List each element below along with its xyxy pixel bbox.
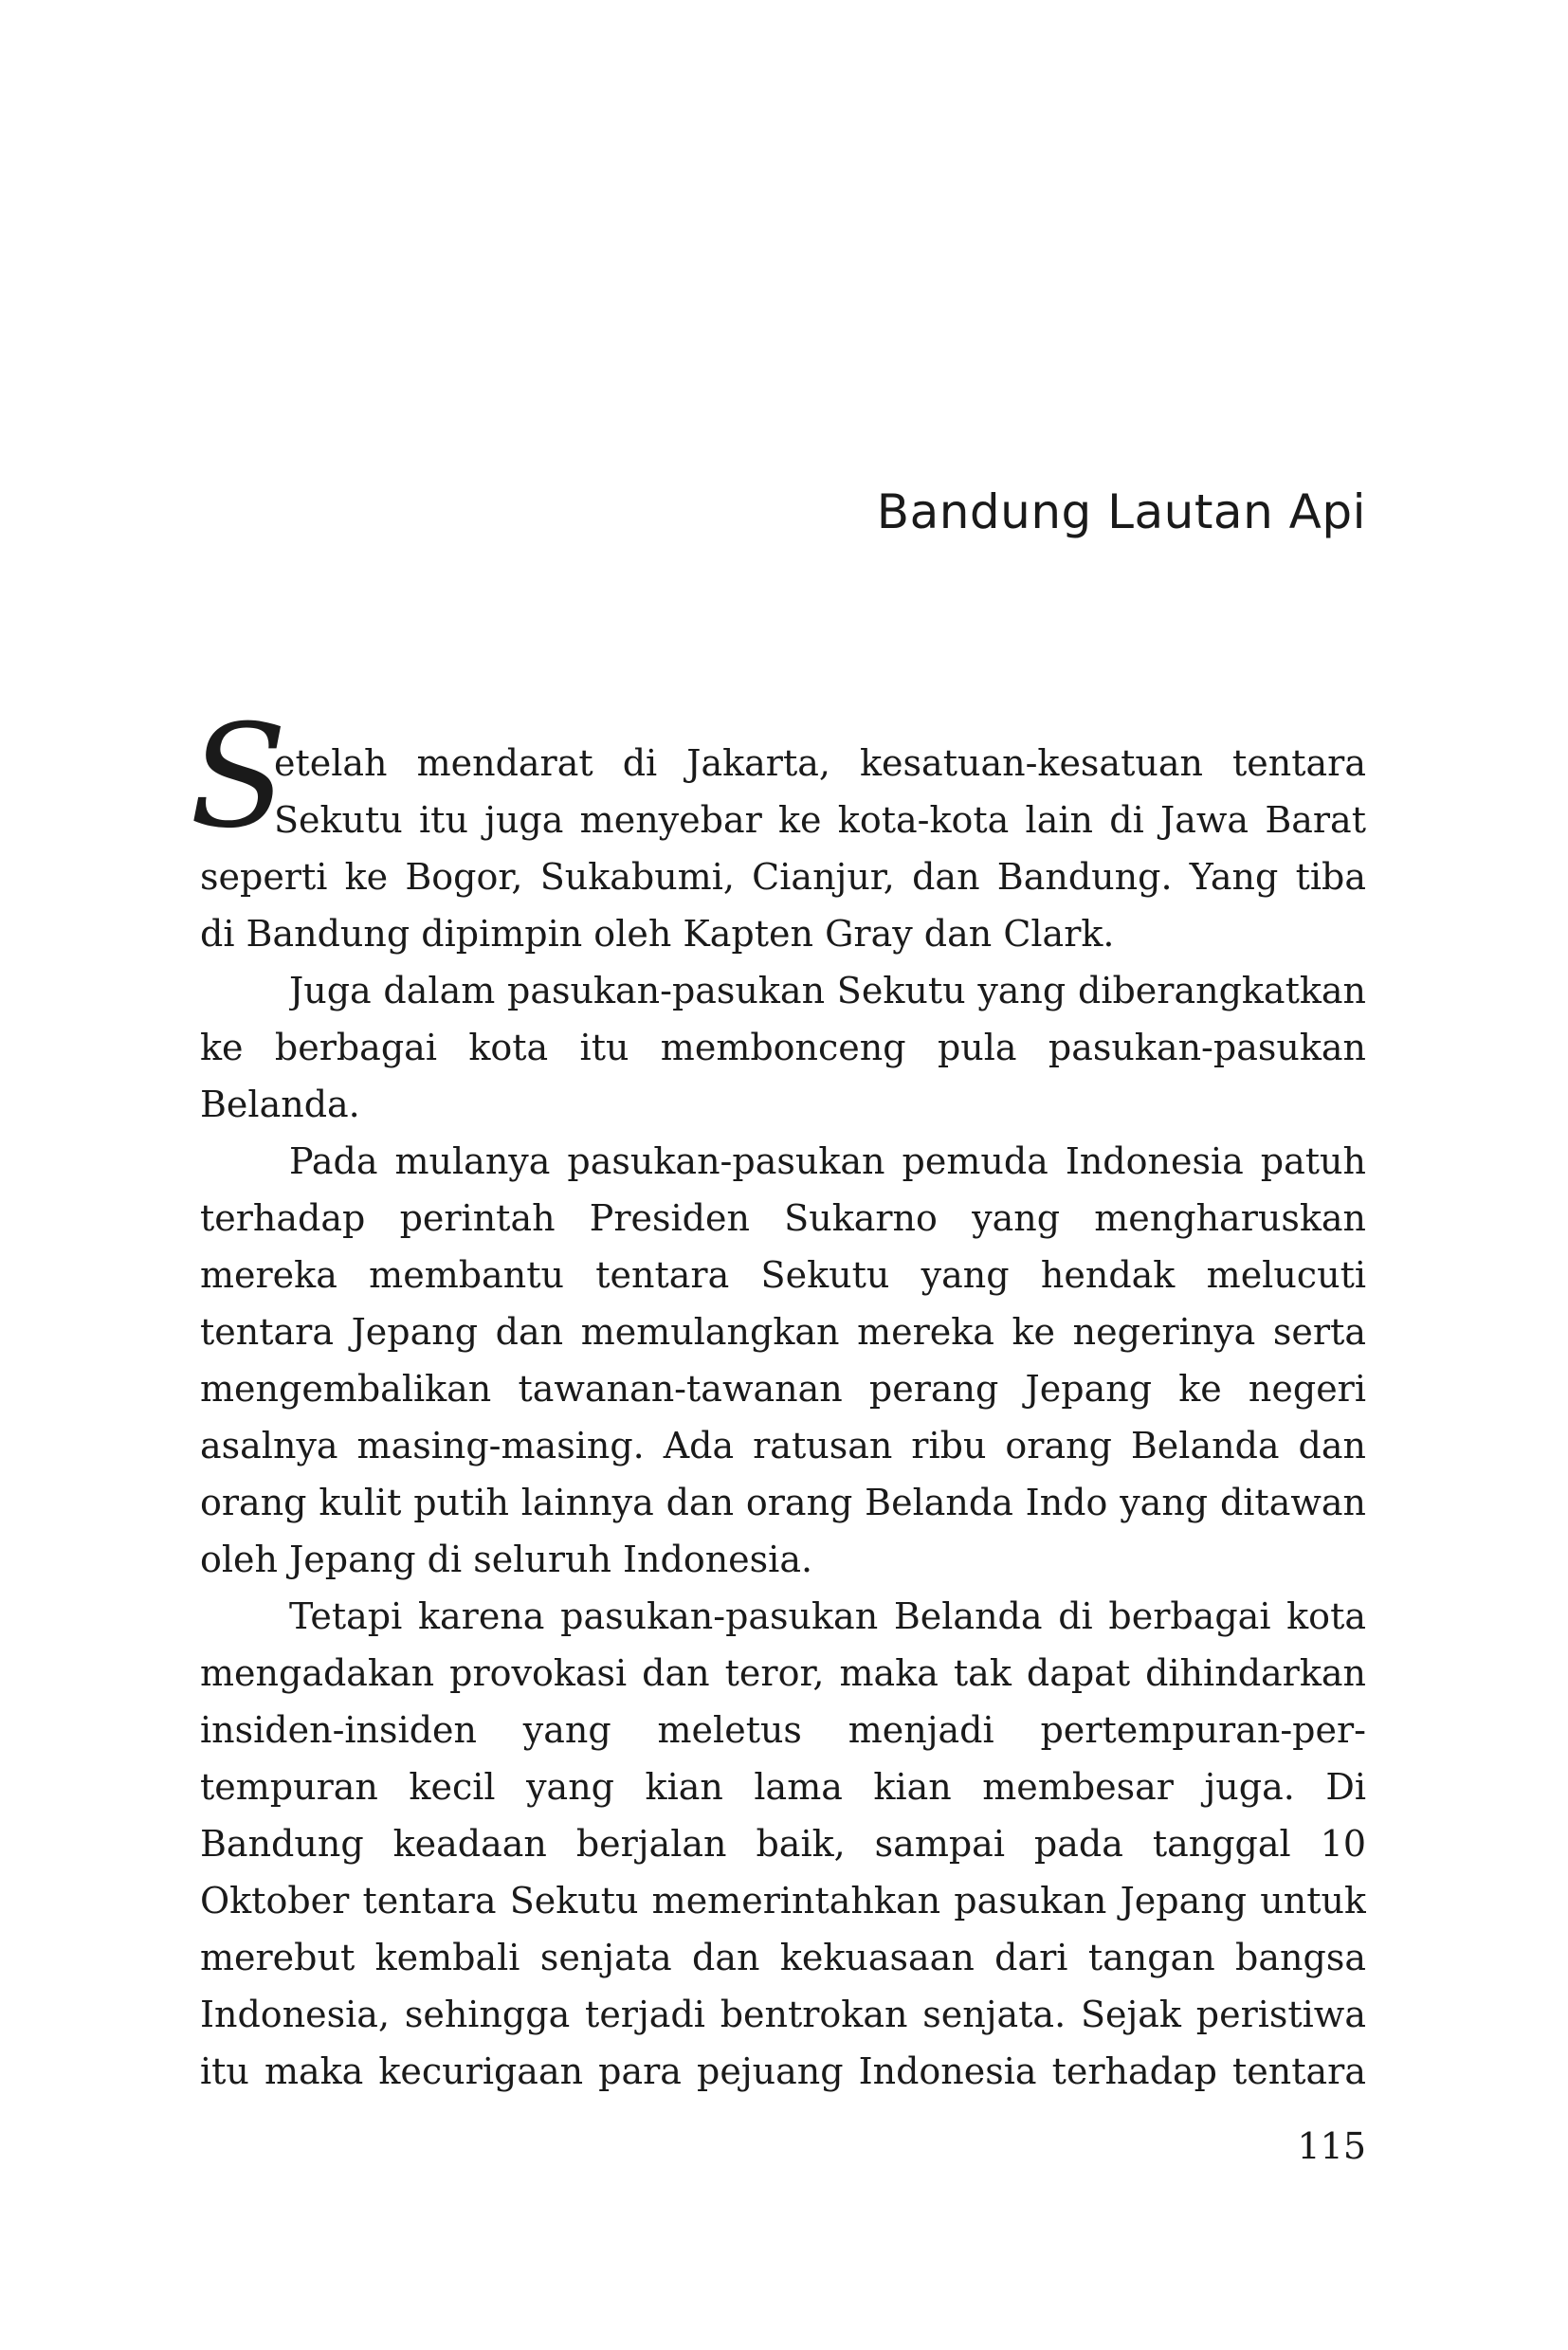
text-line: seperti ke Bogor, Sukabumi, Cianjur, dan Bandung. Yang tiba [200,856,1366,898]
text-line: mengadakan provokasi dan teror, maka tak dapat dihindarkan [200,1652,1366,1694]
text-line: tempuran kecil yang kian lama kian membesar juga. Di [200,1766,1366,1808]
text-line: mengembalikan tawanan-tawanan perang Jepang ke negeri [200,1368,1366,1410]
text-line: oleh Jepang di seluruh Indonesia. [200,1539,813,1580]
text-line: ke berbagai kota itu membonceng pula pasukan-pasukan [200,1027,1366,1068]
text-line: itu maka kecurigaan para pejuang Indonesia terhadap tentara [200,2050,1366,2092]
text-line: etelah mendarat di Jakarta, kesatuan-kesatuan tentara [274,742,1366,784]
text-line: insiden-insiden yang meletus menjadi pertempuran-per- [200,1709,1366,1751]
text-line: Belanda. [200,1084,360,1125]
text-line: terhadap perintah Presiden Sukarno yang mengharuskan [200,1197,1366,1239]
text-line: Sekutu itu juga menyebar ke kota-kota lain di Jawa Barat [274,799,1366,841]
text-line: Bandung keadaan berjalan baik, sampai pada tanggal 10 [200,1823,1366,1865]
text-line: Tetapi karena pasukan-pasukan Belanda di berbagai kota [289,1595,1366,1637]
text-line: merebut kembali senjata dan kekuasaan dari tangan bangsa [200,1937,1366,1978]
drop-cap: S [190,695,287,860]
chapter-title: Bandung Lautan Api [876,484,1366,539]
page-number: 115 [1297,2125,1366,2167]
text-line: asalnya masing-masing. Ada ratusan ribu orang Belanda dan [200,1425,1366,1466]
text-line: tentara Jepang dan memulangkan mereka ke negerinya serta [200,1311,1366,1353]
text-line: Indonesia, sehingga terjadi bentrokan senjata. Sejak peristiwa [200,1994,1366,2035]
text-line: orang kulit putih lainnya dan orang Belanda Indo yang ditawan [200,1482,1366,1523]
text-line: Juga dalam pasukan-pasukan Sekutu yang diberangkatkan [289,970,1366,1011]
text-line: mereka membantu tentara Sekutu yang hendak melucuti [200,1254,1366,1296]
text-line: Oktober tentara Sekutu memerintahkan pasukan Jepang untuk [200,1880,1366,1922]
text-line: di Bandung dipimpin oleh Kapten Gray dan Clark. [200,913,1115,955]
text-line: Pada mulanya pasukan-pasukan pemuda Indonesia patuh [289,1140,1366,1182]
